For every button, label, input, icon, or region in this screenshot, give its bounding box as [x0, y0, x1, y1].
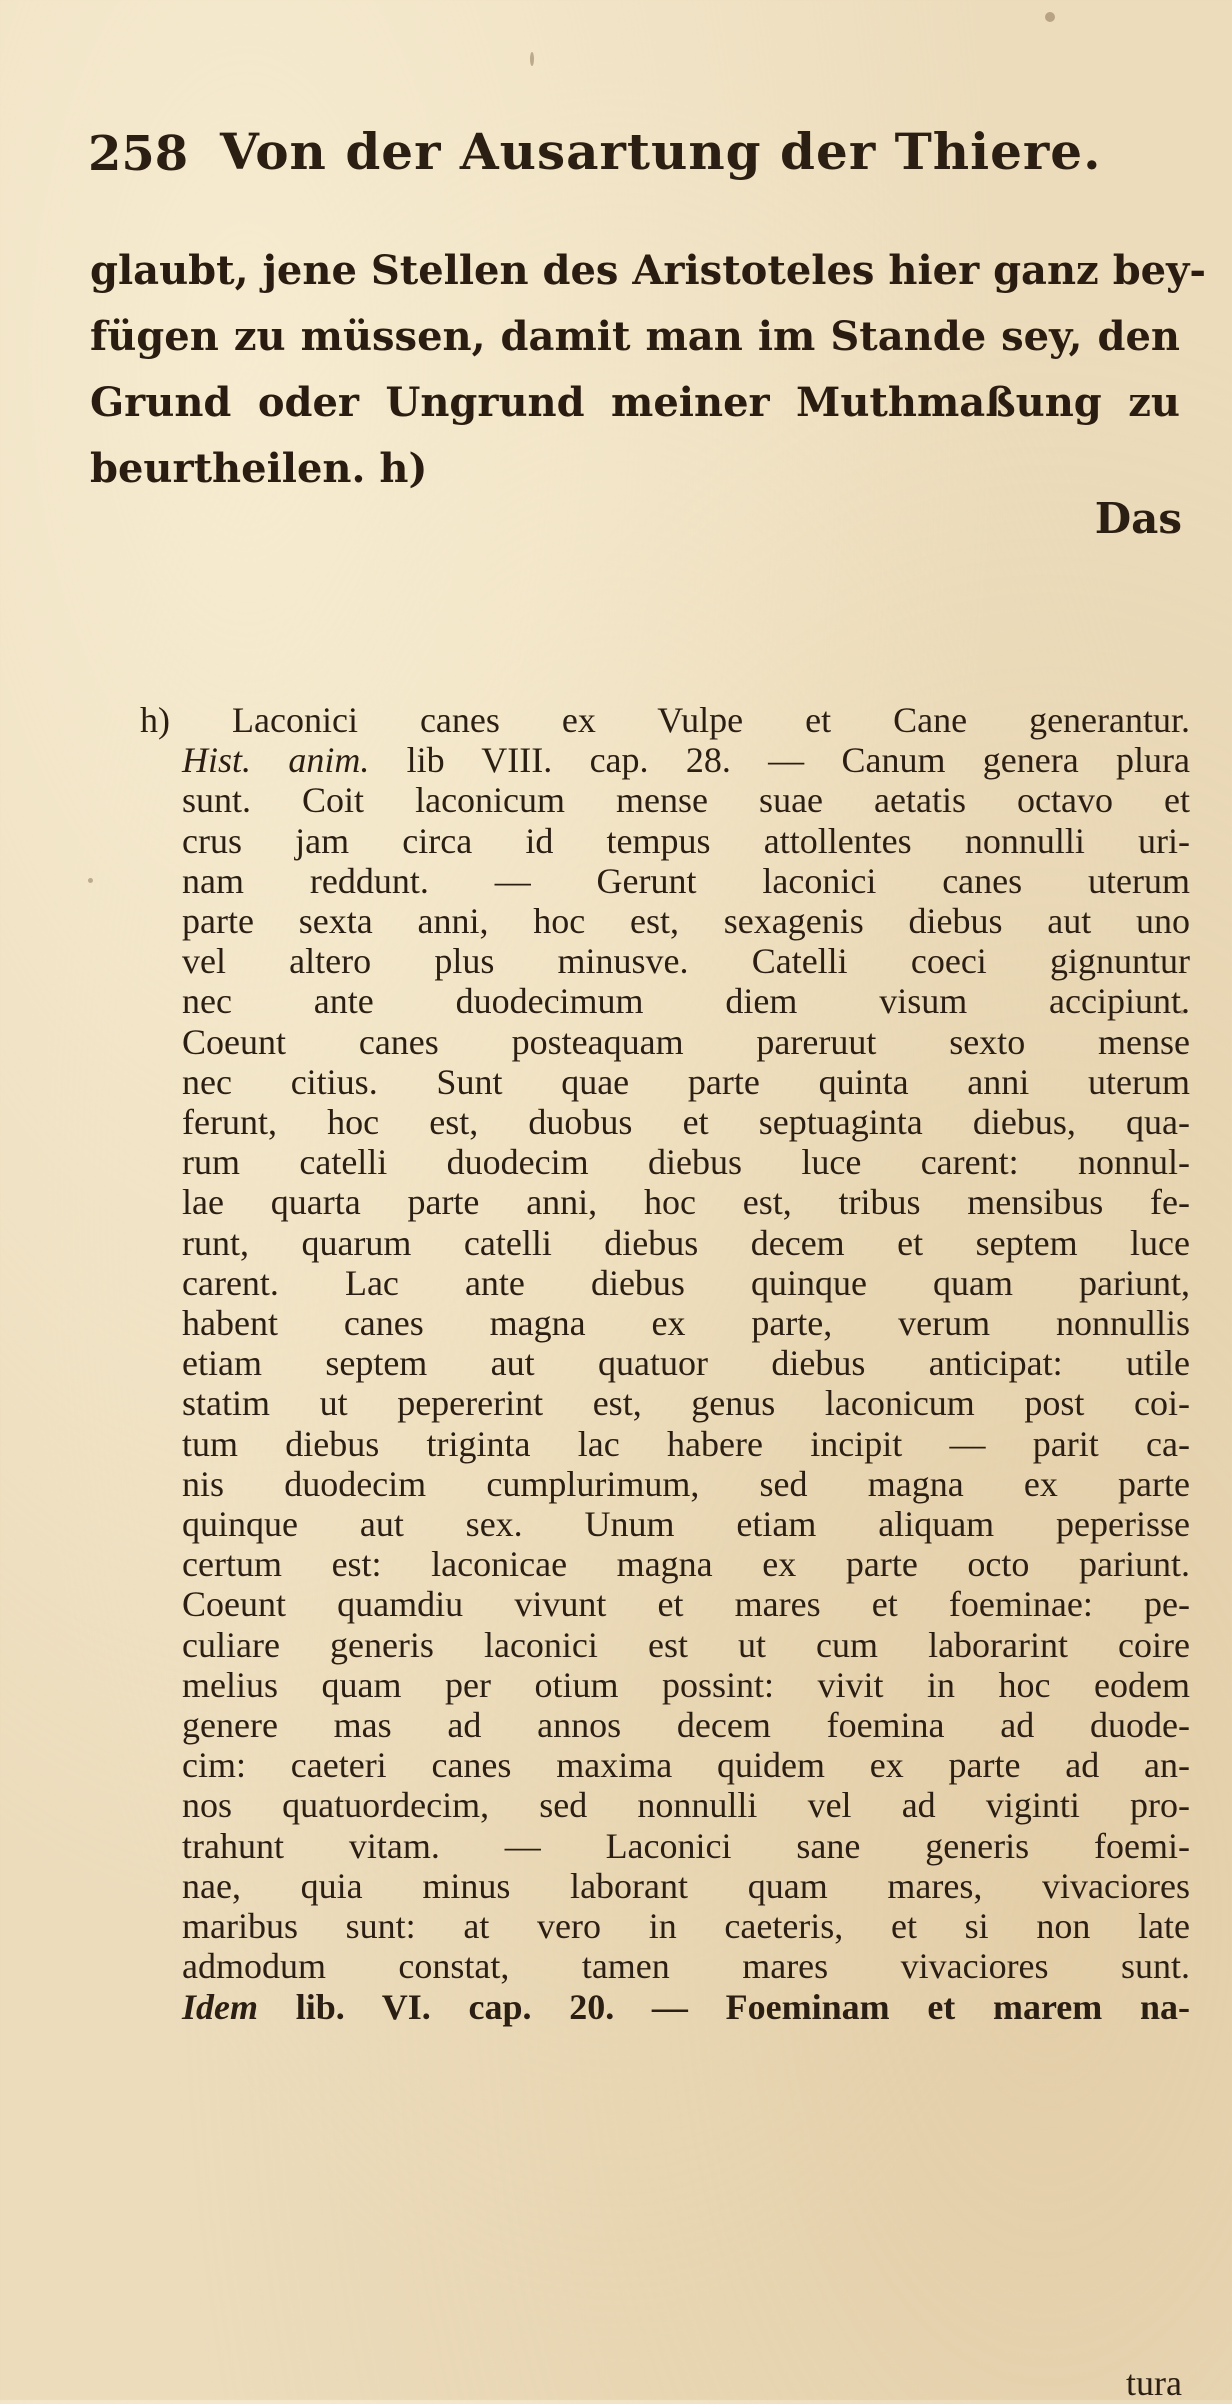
- footnote-marker: h): [140, 700, 170, 740]
- footnote-line: ferunt, hoc est, duobus et septuaginta diebus, qua-: [182, 1102, 1190, 1143]
- footnote-line: sunt. Coit laconicum mense suae aetatis octavo et: [182, 780, 1190, 821]
- footnote-line: tum diebus triginta lac habere incipit — parit ca-: [182, 1423, 1190, 1464]
- footnote: [140, 700, 1190, 2027]
- paper-speck: [1180, 1010, 1184, 1014]
- paper-speck: [530, 52, 534, 66]
- footnote-line: [140, 700, 1190, 740]
- footnote-line: nec citius. Sunt quae parte quinta anni uterum: [182, 1061, 1190, 1102]
- footnote-line: Coeunt quamdiu vivunt et mares et foeminae: pe-: [182, 1584, 1190, 1625]
- text-line: Grund oder Ungrund meiner Muthmaßung zu: [90, 379, 1180, 426]
- footnote-line: nam reddunt. — Gerunt laconici canes uterum: [182, 860, 1190, 901]
- footnote-line: nec ante duodecimum diem visum accipiunt.: [182, 981, 1190, 1022]
- text-line: glaubt, jene Stellen des Aristoteles hier ganz bey-: [90, 247, 1206, 294]
- main-text: [90, 238, 1206, 502]
- footnote-catchword: tura: [1126, 2363, 1182, 2403]
- footnote-line: nae, quia minus laborant quam mares, vivaciores: [182, 1865, 1190, 1906]
- footnote-line: Coeunt canes posteaquam pareruut sexto mense: [182, 1021, 1190, 1062]
- footnote-line: [140, 1987, 1190, 2027]
- footnote-line: quinque aut sex. Unum etiam aliquam peperisse: [182, 1504, 1190, 1545]
- footnote-text: lib VIII. cap. 28. — Canum genera plura: [406, 740, 1190, 781]
- running-head: Von der Ausartung der Thiere.: [220, 122, 1102, 181]
- catchword: Das: [1094, 494, 1182, 543]
- footnote-line: carent. Lac ante diebus quinque quam pariunt,: [182, 1262, 1190, 1303]
- footnote-line: parte sexta anni, hoc est, sexagenis diebus aut uno: [182, 901, 1190, 942]
- footnote-line: melius quam per otium possint: vivit in hoc eodem: [182, 1664, 1190, 1705]
- footnote-line: certum est: laconicae magna ex parte octo pariunt.: [182, 1544, 1190, 1585]
- citation-idem: Idem: [182, 1986, 258, 2027]
- paper-speck: [1045, 12, 1055, 22]
- footnote-line: nos quatuordecim, sed nonnulli vel ad viginti pro-: [182, 1785, 1190, 1826]
- text-line: fügen zu müssen, damit man im Stande sey, den: [90, 313, 1180, 360]
- footnote-line: habent canes magna ex parte, verum nonnullis: [182, 1303, 1190, 1344]
- footnote-line: maribus sunt: at vero in caeteris, et si non late: [182, 1906, 1190, 1947]
- footnote-line: genere mas ad annos decem foemina ad duode-: [182, 1705, 1190, 1746]
- footnote-line: culiare generis laconici est ut cum laborarint coire: [182, 1624, 1190, 1665]
- footnote-line: runt, quarum catelli diebus decem et septem luce: [182, 1222, 1190, 1263]
- footnote-line: vel altero plus minusve. Catelli coeci gignuntur: [182, 941, 1190, 982]
- footnote-text: lib. VI. cap. 20. — Foeminam et marem na-: [295, 1986, 1190, 2027]
- footnote-line: nis duodecim cumplurimum, sed magna ex parte: [182, 1463, 1190, 1504]
- footnote-line: rum catelli duodecim diebus luce carent: nonnul-: [182, 1142, 1190, 1183]
- page-number: 258: [88, 126, 189, 182]
- footnote-line: etiam septem aut quatuor diebus anticipat: utile: [182, 1343, 1190, 1384]
- footnote-line: cim: caeteri canes maxima quidem ex parte ad an-: [182, 1745, 1190, 1786]
- footnote-line: crus jam circa id tempus attollentes nonnulli uri-: [182, 820, 1190, 861]
- paper-speck: [88, 878, 93, 883]
- page-header: [88, 118, 1102, 188]
- footnote-text: Laconici canes ex Vulpe et Cane generantur.: [232, 700, 1190, 740]
- footnote-line: statim ut pepererint est, genus laconicum post coi-: [182, 1383, 1190, 1424]
- text-line: beurtheilen. h): [90, 445, 428, 492]
- citation-title: Hist. anim.: [182, 740, 370, 781]
- footnote-line: lae quarta parte anni, hoc est, tribus mensibus fe-: [182, 1182, 1190, 1223]
- footnote-line: trahunt vitam. — Laconici sane generis foemi-: [182, 1825, 1190, 1866]
- footnote-line: admodum constat, tamen mares vivaciores sunt.: [182, 1946, 1190, 1987]
- footnote-line: [140, 740, 1190, 780]
